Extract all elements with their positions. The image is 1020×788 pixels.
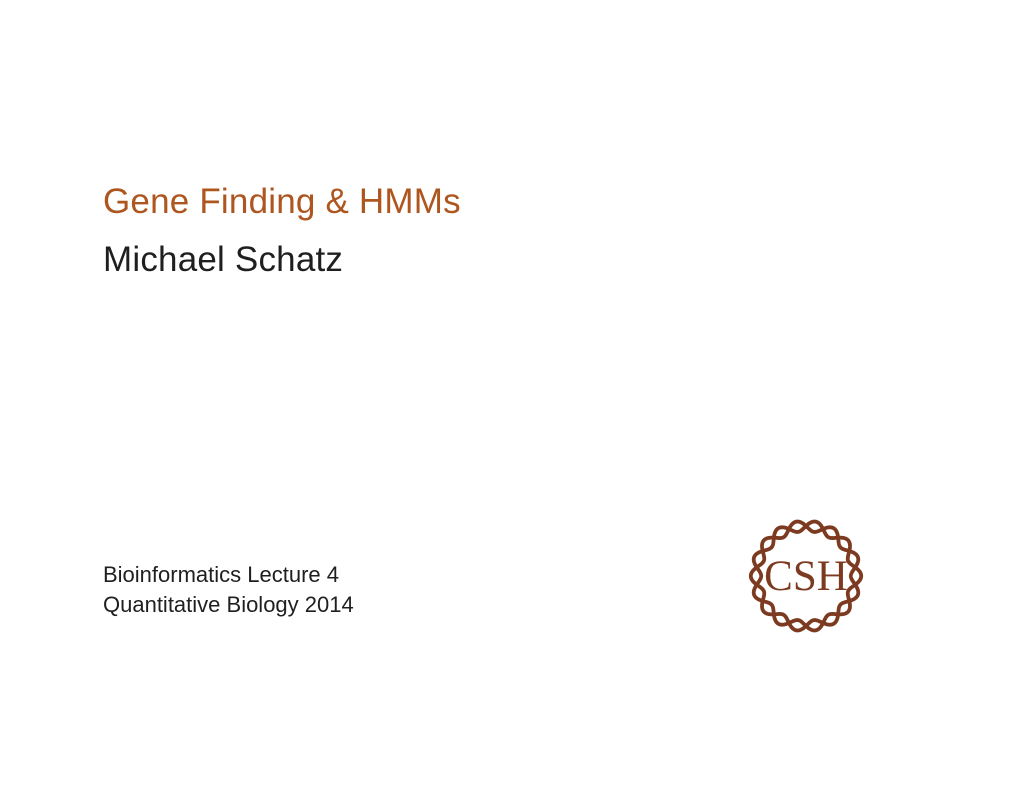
- slide-title: Gene Finding & HMMs: [103, 182, 461, 221]
- slide-author: Michael Schatz: [103, 240, 344, 279]
- dna-circle-logo-icon: [748, 518, 864, 634]
- logo-text: CSH: [764, 553, 848, 600]
- footer-line-1: Bioinformatics Lecture 4: [103, 562, 339, 587]
- slide-footer: [103, 560, 354, 620]
- footer-line-2: Quantitative Biology 2014: [103, 592, 354, 617]
